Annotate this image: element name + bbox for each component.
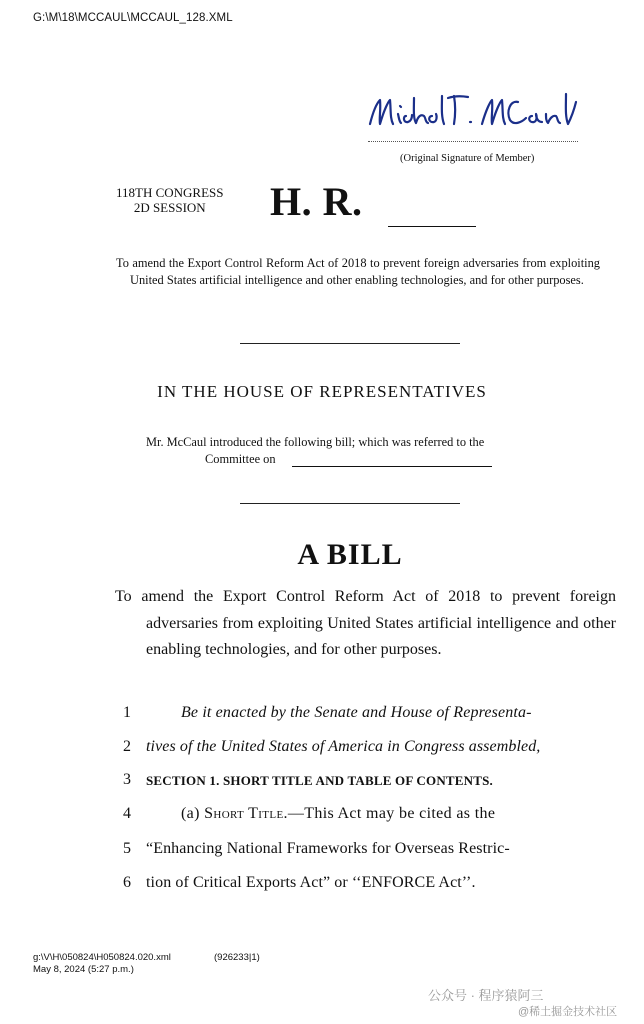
footer-file-path: g:\V\H\050824\H050824.020.xml	[33, 952, 171, 963]
line-number: 3	[123, 771, 131, 788]
subsection-marker: (a)	[181, 805, 205, 822]
watermark-line-2: @稀土掘金技术社区	[518, 1006, 618, 1018]
long-description: To amend the Export Control Reform Act of 2018 to prevent foreign adversaries from exploiting United States artificial intelligence and other enabling technologies, and for other purposes.	[115, 588, 616, 658]
line-number: 5	[123, 840, 131, 857]
member-signature	[366, 88, 596, 136]
line-number: 4	[123, 805, 131, 822]
bill-number-blank	[388, 226, 476, 227]
enacting-clause: tives of the United States of America in Congress assembled,	[146, 738, 541, 755]
committee-blank	[292, 466, 492, 467]
watermark-line-1: 公众号 · 程序猿阿三	[428, 988, 544, 1003]
house-heading: IN THE HOUSE OF REPRESENTATIVES	[157, 382, 487, 401]
bill-title: A BILL	[297, 538, 403, 571]
introduction-line-1: Mr. McCaul introduced the following bill; which was referred to the	[146, 435, 485, 449]
session-number: 2D SESSION	[133, 200, 206, 215]
introduction-line-2: Committee on	[205, 452, 276, 466]
section-heading: SECTION 1. SHORT TITLE AND TABLE OF CONTENTS.	[146, 773, 494, 788]
congress-session	[116, 185, 224, 215]
congress-number: 118TH CONGRESS	[116, 185, 224, 200]
line-number: 2	[123, 738, 131, 755]
footer-document-id: (926233|1)	[214, 952, 260, 963]
short-title-clause	[181, 805, 495, 823]
subsection-heading: Short Title	[204, 805, 284, 822]
divider	[240, 343, 460, 344]
bill-number-label: H. R.	[270, 179, 363, 224]
line-number: 1	[123, 704, 131, 721]
divider	[240, 503, 460, 504]
short-description: To amend the Export Control Reform Act of 2018 to prevent foreign adversaries from exploiting United States artificial intelligence and other enabling technologies, and for other purposes.	[116, 256, 600, 287]
enacting-clause: Be it enacted by the Senate and House of Representa-	[181, 704, 532, 721]
signature-caption: (Original Signature of Member)	[400, 153, 535, 164]
signature-line	[368, 141, 578, 142]
file-path: G:\M\18\MCCAUL\MCCAUL_128.XML	[33, 12, 233, 24]
subsection-text: .—This Act may be cited as the	[283, 805, 496, 822]
line-number: 6	[123, 874, 131, 891]
short-title-text: “Enhancing National Frameworks for Overseas Restric-	[146, 840, 510, 857]
footer-date: May 8, 2024 (5:27 p.m.)	[33, 964, 134, 975]
short-title-text: tion of Critical Exports Act” or ‘‘ENFORCE Act’’.	[146, 874, 476, 891]
